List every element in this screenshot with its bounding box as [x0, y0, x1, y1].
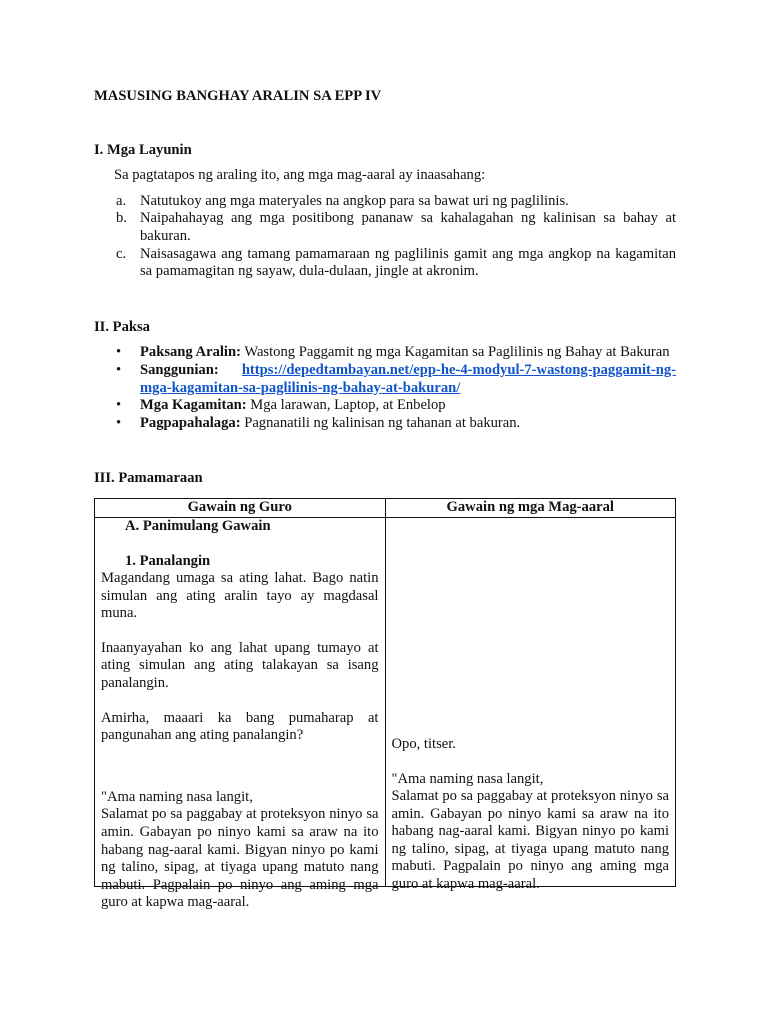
list-item: c. Naisasagawa ang tamang pamamaraan ng paglilinis gamit ang mga angkop na kagamitan sa pamamagitan ng sayaw, dula-dulaan, jingle at akronim. — [116, 245, 676, 280]
section-heading-layunin: I. Mga Layunin — [94, 141, 192, 158]
list-item: b. Naipahahayag ang mga positibong pananaw sa kahalagahan ng kalinisan sa bahay at bakuran. — [116, 210, 676, 244]
guro-prayer-body: Salamat po sa paggabay at proteksyon ninyo sa amin. Gabayan po ninyo kami sa araw na ito habang nag-aaral kami. Bigyan ninyo po kami ng talino, sipag, at tiyaga upang matuto nang mabuti. Pagpalain po ninyo ang aming mga guro at kapwa mag-aaral. — [101, 806, 379, 911]
guro-paragraph-1: Magandang umaga sa ating lahat. Bago natin simulan ang ating aralin tayo ay magdasal muna. — [101, 570, 379, 622]
guro-prayer-first-line: "Ama naming nasa langit, — [101, 788, 253, 805]
column-header-mag-aaral: Gawain ng mga Mag-aaral — [385, 498, 676, 517]
section-heading-pamamaraan: III. Pamamaraan — [94, 470, 203, 487]
mag-aaral-prayer-body: Salamat po sa paggabay at proteksyon ninyo sa amin. Gabayan po ninyo kami sa araw na ito habang nag-aaral kami. Bigyan ninyo po kami ng talino, sipag, at tiyaga upang matuto nang mabuti. Pagpalain po ninyo ang aming mga guro at kapwa mag-aaral. — [391, 788, 669, 893]
list-item-pagpapahalaga: • Pagpapahalaga: Pagnanatili ng kalinisan ng tahanan at bakuran. — [116, 414, 521, 431]
document-title: MASUSING BANGHAY ARALIN SA EPP IV — [94, 88, 382, 104]
layunin-list — [94, 193, 676, 281]
mag-aaral-prayer-first-line: "Ama naming nasa langit, — [391, 770, 544, 787]
list-item: a. Natutukoy ang mga materyales na angkop para sa bawat uri ng paglilinis. — [116, 192, 569, 209]
paksa-list — [94, 344, 676, 432]
pamamaraan-table — [94, 498, 676, 911]
panimulang-gawain-heading: A. Panimulang Gawain — [125, 517, 271, 534]
mag-aaral-cell — [385, 517, 676, 893]
section-heading-paksa: II. Paksa — [94, 318, 150, 335]
sanggunian-link[interactable]: https://depedtambayan.net/epp-he-4-modyul-7-wastong-paggamit-ng-mga-kagamitan-sa-paglilinis-ng-bahay-at-bakuran/ — [140, 361, 676, 396]
list-item-paksang-aralin: • Paksang Aralin: Wastong Paggamit ng mga Kagamitan sa Paglilinis ng Bahay at Bakuran — [116, 344, 670, 361]
layunin-intro: Sa pagtatapos ng araling ito, ang mga mag-aaral ay inaasahang: — [114, 167, 486, 184]
guro-paragraph-2: Inaanyayahan ko ang lahat upang tumayo at ating simulan ang ating talakayan sa isang panalangin. — [101, 639, 379, 692]
bullet-icon: • — [116, 397, 122, 414]
guro-cell — [95, 517, 386, 911]
mag-aaral-response: Opo, titser. — [391, 735, 456, 752]
panalangin-heading: 1. Panalangin — [125, 552, 211, 569]
guro-paragraph-3: Amirha, maaari ka bang pumaharap at pangunahan ang ating panalangin? — [101, 709, 379, 744]
document-page — [94, 88, 676, 911]
column-header-guro: Gawain ng Guro — [95, 498, 386, 517]
bullet-icon: • — [116, 361, 122, 378]
list-item-kagamitan: • Mga Kagamitan: Mga larawan, Laptop, at Enbelop — [116, 397, 446, 414]
bullet-icon: • — [116, 414, 122, 431]
list-item-sanggunian: • Sanggunian: https://depedtambayan.net/epp-he-4-modyul-7-wastong-paggamit-ng-mga-kagamitan-sa-paglilinis-ng-bahay-at-bakuran/ — [116, 361, 676, 396]
bullet-icon: • — [116, 344, 122, 361]
